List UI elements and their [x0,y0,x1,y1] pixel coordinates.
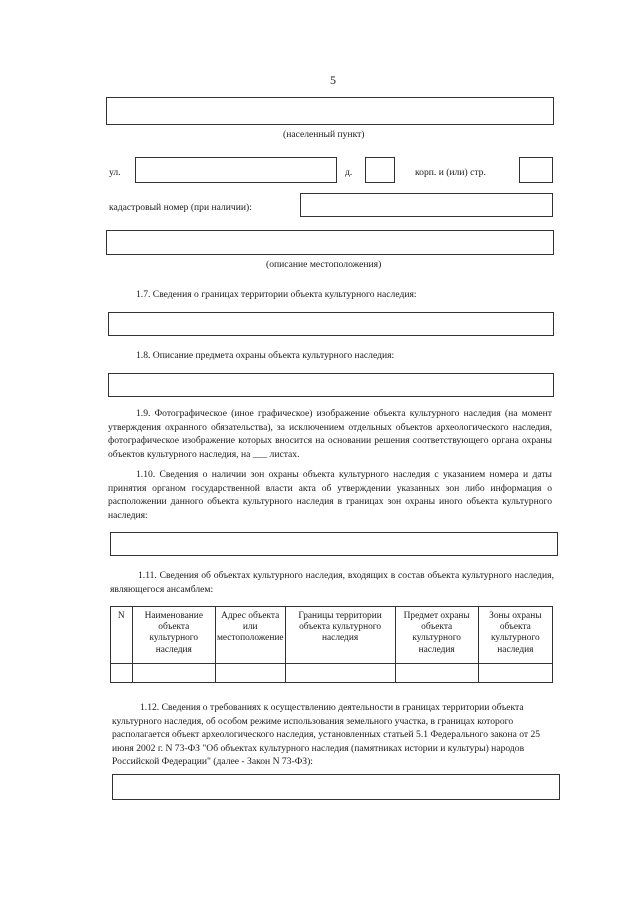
cadastral-field[interactable] [300,193,553,217]
table-cell[interactable] [478,664,552,683]
locality-field[interactable] [106,97,554,125]
section-1-7-text: 1.7. Сведения о границах территории объекта культурного наследия: [136,289,417,300]
house-label: д. [345,167,353,178]
section-1-12-text: 1.12. Сведения о требованиях к осуществлению деятельности в границах территории объекта культурного наследия, об особом режиме использования земельного участка, в границах которого располагается объект археологического наследия, установленных статьей 5.1 Федерального закона от 25 июня 2002 г. N 73-ФЗ "Об объектах культурного наследия (памятниках истории и культуры) народов Российской Федерации" (далее - Закон N 73-ФЗ): [112,702,541,768]
section-1-12-field[interactable] [112,774,560,800]
col-address: Адрес объекта или местоположение [215,607,285,664]
table-cell[interactable] [215,664,285,683]
section-1-9-text: 1.9. Фотографическое (иное графическое) изображение объекта культурного наследия (на момент утверждения охранного обязательства), за исключением отдельных объектов археологического наследия, фотографическое изображение которых вносится на основании решения соответствующего органа охраны объектов культурного наследия, на ___ листах. [108,408,552,460]
locality-caption: (населенный пункт) [283,129,365,140]
house-field[interactable] [365,157,395,183]
table-cell[interactable] [111,664,133,683]
table-header-row [111,607,553,664]
table-cell[interactable] [285,664,395,683]
cadastral-label: кадастровый номер (при наличии): [109,202,252,213]
col-protection-subject: Предмет охраны объекта культурного наследия [395,607,478,664]
ensemble-objects-table [110,606,553,683]
location-caption: (описание местоположения) [266,259,382,270]
building-field[interactable] [519,157,553,183]
col-name: Наименование объекта культурного наследия [132,607,215,664]
col-number: N [111,607,133,664]
section-1-10-text: 1.10. Сведения о наличии зон охраны объекта культурного наследия с указанием номера и даты принятия органом государственной власти акта об утверждении указанных зон либо информация о расположении данного объекта культурного наследия в границах зон охраны иного объекта культурного наследия: [108,469,552,521]
table-row [111,664,553,683]
section-1-11-text: 1.11. Сведения об объектах культурного наследия, входящих в состав объекта культурного наследия, являющегося ансамблем: [110,570,554,595]
location-field[interactable] [106,230,554,255]
col-protection-zones: Зоны охраны объекта культурного наследия [478,607,552,664]
section-1-10-field[interactable] [110,532,558,556]
street-label: ул. [109,167,121,178]
table-cell[interactable] [132,664,215,683]
section-1-8-field[interactable] [108,373,554,397]
table-cell[interactable] [395,664,478,683]
col-boundaries: Границы территории объекта культурного наследия [285,607,395,664]
page-number: 5 [330,73,336,87]
street-field[interactable] [135,157,337,183]
section-1-7-field[interactable] [108,312,554,336]
building-label: корп. и (или) стр. [415,167,486,178]
section-1-8-text: 1.8. Описание предмета охраны объекта культурного наследия: [136,350,395,361]
